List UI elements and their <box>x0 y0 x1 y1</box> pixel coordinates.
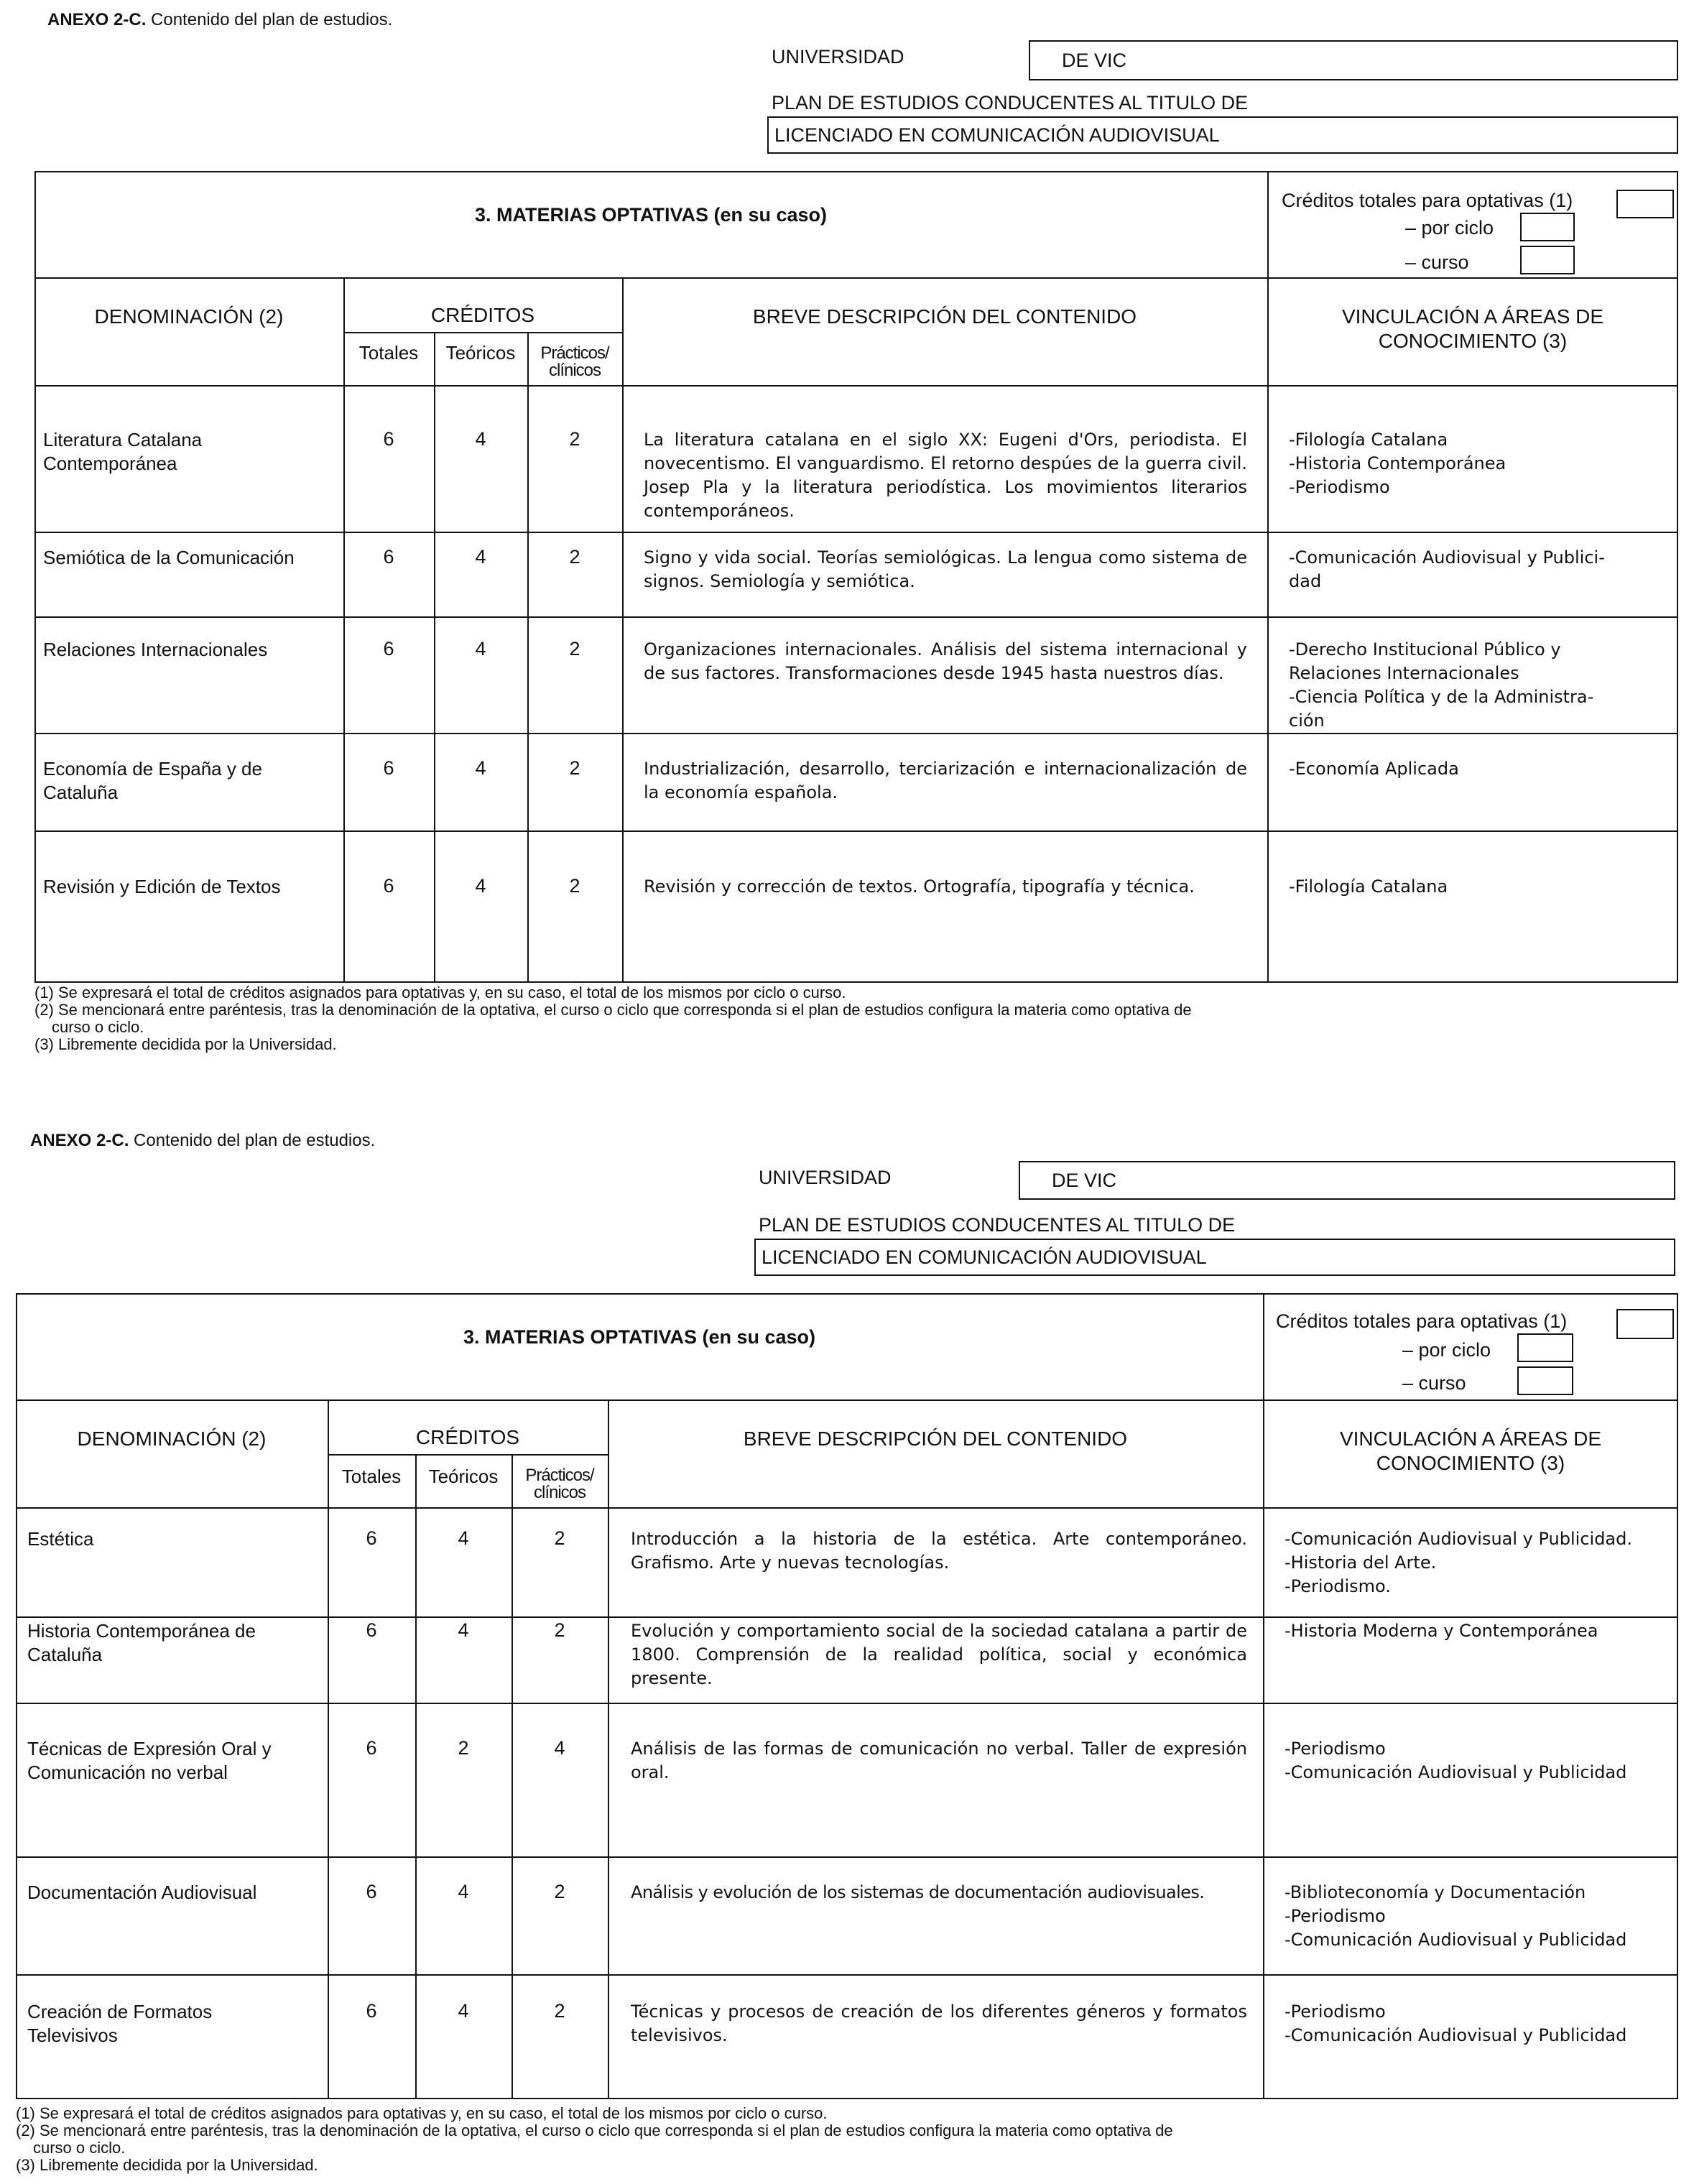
credits-practical: 2 <box>554 1881 565 1902</box>
credits-total-box <box>1616 190 1674 218</box>
col-name-header: DENOMINACIÓN (2) <box>77 1428 267 1450</box>
credits-totals: 6 <box>366 2000 377 2022</box>
credits-totals: 6 <box>366 1619 377 1641</box>
subject-description: Análisis y evolución de los sistemas de documentación audiovisuales. <box>631 1882 1205 1902</box>
per-course-box <box>1517 1366 1573 1395</box>
subject-name: Economía de España y de Cataluña <box>43 758 262 803</box>
credits-totals: 6 <box>366 1881 377 1902</box>
table-title: 3. MATERIAS OPTATIVAS (en su caso) <box>474 204 828 226</box>
knowledge-areas: -Biblioteconomía y Documentación -Periodismo -Comunicación Audiovisual y Publicidad <box>1285 1882 1627 1950</box>
subject-description: Técnicas y procesos de creación de los diferentes géneros y formatos televisivos. <box>631 2002 1247 2045</box>
per-cycle-label: – por ciclo <box>1402 1339 1491 1361</box>
footnotes: (1) Se expresará el total de créditos asignados para optativas y, en su caso, el total de los mismos por ciclo o curso. (2) Se mencionará entre paréntesis, tras la denominación de la optativa, el curso o ciclo que corresponda si el plan de estudios configura la materia como optativa de curso o ciclo. (3) Libremente decidida por la Universidad. <box>16 2104 1173 2174</box>
col-totals-header: Totales <box>358 342 419 364</box>
annex-heading: ANEXO 2-C. Contenido del plan de estudios. <box>30 1131 376 1150</box>
knowledge-areas: -Comunicación Audiovisual y Publici- dad <box>1289 547 1605 591</box>
credits-theory: 4 <box>458 2000 469 2022</box>
credits-practical: 2 <box>554 1527 565 1549</box>
credits-total-label: Créditos totales para optativas (1) <box>1276 1310 1568 1332</box>
credits-theory: 4 <box>458 1619 469 1641</box>
col-description-header: BREVE DESCRIPCIÓN DEL CONTENIDO <box>743 1428 1128 1450</box>
subject-description: Signo y vida social. Teorías semiológicas. La lengua como sistema de signos. Semiología y semiótica. <box>644 547 1247 591</box>
university-field: DE VIC <box>1019 1161 1675 1200</box>
subject-description: Revisión y corrección de textos. Ortografía, tipografía y técnica. <box>644 876 1195 897</box>
knowledge-areas: -Derecho Institucional Público y Relaciones Internacionales -Ciencia Política y de la Administra- ción <box>1289 639 1594 731</box>
credits-practical: 2 <box>569 757 580 779</box>
per-cycle-box <box>1517 1333 1573 1362</box>
credits-practical: 2 <box>554 2000 565 2022</box>
credits-practical: 2 <box>569 875 580 897</box>
col-totals-header: Totales <box>341 1466 402 1487</box>
degree-field: LICENCIADO EN COMUNICACIÓN AUDIOVISUAL <box>754 1239 1675 1276</box>
credits-totals: 6 <box>383 428 394 450</box>
knowledge-areas: -Filología Catalana -Historia Contemporánea -Periodismo <box>1289 430 1506 497</box>
col-practical-header: Prácticos/ clínicos <box>525 1466 594 1502</box>
credits-theory: 2 <box>458 1737 469 1759</box>
subject-description: Industrialización, desarrollo, terciarización e internacionalización de la economía española. <box>644 759 1247 802</box>
credits-totals: 6 <box>366 1737 377 1759</box>
per-cycle-label: – por ciclo <box>1405 217 1494 239</box>
credits-theory: 4 <box>475 546 486 568</box>
col-practical-header: Prácticos/ clínicos <box>540 343 609 380</box>
credits-practical: 4 <box>554 1737 565 1759</box>
subject-name: Documentación Audiovisual <box>27 1882 257 1903</box>
credits-totals: 6 <box>383 546 394 568</box>
col-description-header: BREVE DESCRIPCIÓN DEL CONTENIDO <box>752 305 1137 328</box>
knowledge-areas: -Comunicación Audiovisual y Publicidad. -Historia del Arte. -Periodismo. <box>1285 1529 1632 1596</box>
subject-name: Relaciones Internacionales <box>43 639 268 660</box>
knowledge-areas: -Filología Catalana <box>1289 876 1448 897</box>
plan-label: PLAN DE ESTUDIOS CONDUCENTES AL TITULO DE <box>759 1214 1236 1236</box>
col-theory-header: Teóricos <box>428 1466 499 1487</box>
credits-totals: 6 <box>383 757 394 779</box>
subject-name: Literatura Catalana Contemporánea <box>43 429 203 474</box>
table-title: 3. MATERIAS OPTATIVAS (en su caso) <box>463 1326 816 1348</box>
credits-totals: 6 <box>383 875 394 897</box>
col-credits-header: CRÉDITOS <box>430 304 535 326</box>
degree-field: LICENCIADO EN COMUNICACIÓN AUDIOVISUAL <box>767 116 1678 154</box>
col-theory-header: Teóricos <box>445 342 516 364</box>
credits-practical: 2 <box>569 638 580 660</box>
credits-total-box <box>1616 1309 1674 1339</box>
university-label: UNIVERSIDAD <box>759 1167 892 1188</box>
per-course-label: – curso <box>1402 1372 1466 1394</box>
subject-name: Técnicas de Expresión Oral y Comunicación no verbal <box>27 1738 272 1783</box>
knowledge-areas: -Economía Aplicada <box>1289 759 1459 779</box>
per-course-box <box>1520 246 1575 274</box>
subject-name: Creación de Formatos Televisivos <box>27 2001 213 2046</box>
footnotes: (1) Se expresará el total de créditos asignados para optativas y, en su caso, el total de los mismos por ciclo o curso. (2) Se mencionará entre paréntesis, tras la denominación de la optativa, el curso o ciclo que corresponda si el plan de estudios configura la materia como optativa de curso o ciclo. (3) Libremente decidida por la Universidad. <box>34 984 1192 1053</box>
credits-practical: 2 <box>554 1619 565 1641</box>
subject-description: Organizaciones internacionales. Análisis del sistema internacional y de sus factores. Transformaciones desde 1945 hasta nuestros días. <box>644 639 1247 683</box>
col-areas-header: VINCULACIÓN A ÁREAS DE CONOCIMIENTO (3) <box>1339 1428 1602 1474</box>
credits-theory: 4 <box>458 1527 469 1549</box>
credits-theory: 4 <box>475 757 486 779</box>
credits-practical: 2 <box>569 428 580 450</box>
knowledge-areas: -Periodismo -Comunicación Audiovisual y Publicidad <box>1285 2002 1627 2045</box>
subject-description: Evolución y comportamiento social de la sociedad catalana a partir de 1800. Comprensión de la realidad política, social y económica presente. <box>631 1621 1247 1688</box>
per-cycle-box <box>1520 213 1575 241</box>
optional-subjects-table <box>16 1293 1678 2099</box>
col-areas-header: VINCULACIÓN A ÁREAS DE CONOCIMIENTO (3) <box>1341 305 1604 352</box>
subject-description: Análisis de las formas de comunicación no verbal. Taller de expresión oral. <box>631 1739 1247 1782</box>
credits-total-label: Créditos totales para optativas (1) <box>1282 190 1573 211</box>
credits-totals: 6 <box>383 638 394 660</box>
credits-practical: 2 <box>569 546 580 568</box>
credits-theory: 4 <box>475 428 486 450</box>
credits-theory: 4 <box>458 1881 469 1902</box>
credits-theory: 4 <box>475 875 486 897</box>
subject-description: La literatura catalana en el siglo XX: Eugeni d'Ors, periodista. El novecentismo. El vanguardismo. El retorno despúes de la guerra civil. Josep Pla y la literatura periodística. Los movimientos literarios contemporáneos. <box>644 430 1247 521</box>
university-label: UNIVERSIDAD <box>772 46 904 68</box>
credits-theory: 4 <box>475 638 486 660</box>
knowledge-areas: -Historia Moderna y Contemporánea <box>1285 1621 1598 1641</box>
subject-name: Historia Contemporánea de Cataluña <box>27 1620 256 1665</box>
university-field: DE VIC <box>1029 40 1678 80</box>
subject-name: Estética <box>27 1528 94 1550</box>
annex-heading: ANEXO 2-C. Contenido del plan de estudios. <box>47 10 393 29</box>
subject-name: Revisión y Edición de Textos <box>43 876 281 897</box>
knowledge-areas: -Periodismo -Comunicación Audiovisual y Publicidad <box>1285 1739 1627 1782</box>
col-name-header: DENOMINACIÓN (2) <box>94 305 284 328</box>
col-credits-header: CRÉDITOS <box>415 1426 520 1448</box>
plan-label: PLAN DE ESTUDIOS CONDUCENTES AL TITULO DE <box>772 92 1249 114</box>
per-course-label: – curso <box>1405 251 1469 273</box>
credits-totals: 6 <box>366 1527 377 1549</box>
subject-name: Semiótica de la Comunicación <box>43 547 295 568</box>
subject-description: Introducción a la historia de la estética. Arte contemporáneo. Grafismo. Arte y nuevas tecnologías. <box>631 1529 1247 1573</box>
